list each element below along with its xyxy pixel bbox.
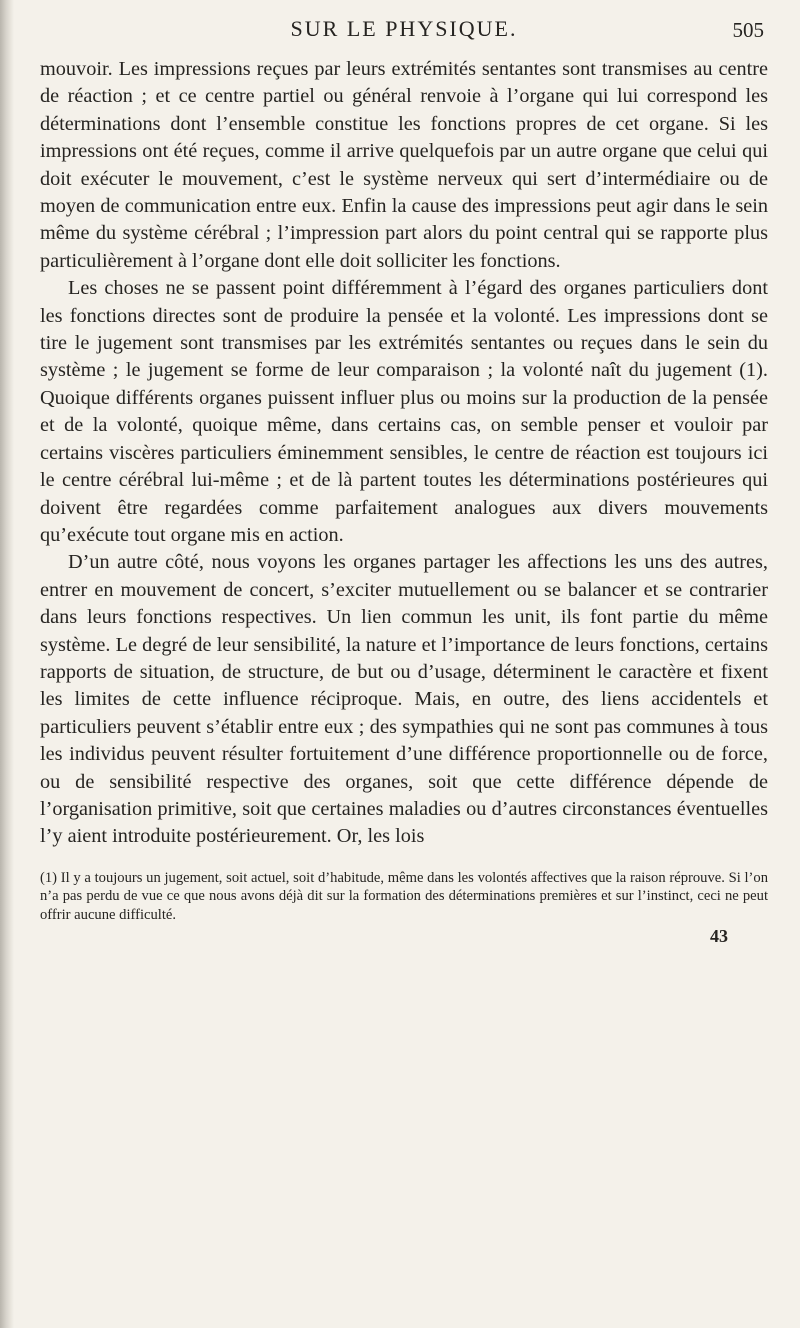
binding-shadow [0,0,14,1328]
running-head [40,16,768,56]
paragraph-2: Les choses ne se passent point différemment à l’égard des organes particuliers dont les fonctions directes sont de produire la pensée et la volonté. Les impressions dont se tire le jugement sont transmises par les extrémités sentantes ou reçues dans le sein du système ; le jugement se forme de leur comparaison ; la volonté naît du jugement (1). Quoique différents organes puissent influer plus ou moins sur la production de la pensée et de la volonté, quoique même, dans certains cas, on semble penser et vouloir par certains viscères particuliers éminemment sensibles, le centre de réaction est toujours ici le centre cérébral lui-même ; et de là partent toutes les déterminations postérieures qui doivent être regardées comme parfaitement analogues aux divers mouvements qu’exécute tout organe mis en action. [40,277,768,546]
book-page [40,16,768,1316]
footnotes [40,869,768,925]
paragraph-3: D’un autre côté, nous voyons les organes partager les affections les uns des autres, entrer en mouvement de concert, s’exciter mutuellement ou se balancer et se contrarier dans leurs fonctions respectives. Un lien commun les unit, ils font partie du même système. Le degré de leur sensibilité, la nature et l’importance de leurs fonctions, certains rapports de situation, de structure, de but ou d’usage, déterminent le caractère et fixent les limites de cette influence réciproque. Mais, en outre, des liens accidentels et particuliers peuvent s’établir entre eux ; des sympathies qui ne sont pas communes à tous les individus peuvent résulter fortuitement d’une différence proportionnelle ou de force, ou de sensibilité respective des organes, soit que cette différence dépende de l’organisation primitive, soit que certaines maladies ou d’autres circonstances éventuelles l’y aient introduite postérieurement. Or, les lois [40,551,768,848]
footnote-1: (1) Il y a toujours un jugement, soit actuel, soit d’habitude, même dans les volontés affectives que la raison réprouve. Si l’on n’a pas perdu de vue ce que nous avons déjà dit sur la formation des déterminations premières et sur l’instinct, ceci ne peut offrir aucune difficulté. [40,869,768,923]
signature-mark: 43 [710,926,728,947]
paragraph-1: mouvoir. Les impressions reçues par leurs extrémités sentantes sont transmises au centre de réaction ; et ce centre partiel ou général renvoie à l’organe qui lui correspond les déterminations dont l’ensemble constitue les fonctions propres de cet organe. Si les impressions ont été reçues, comme il arrive quelquefois par un autre organe que celui qui doit exécuter le mouvement, c’est le système nerveux qui sert d’intermédiaire ou de moyen de communication entre eux. Enfin la cause des impressions peut agir dans le sein même du système cérébral ; l’impression part alors du point central qui se rapporte plus particulièrement à l’organe dont elle doit solliciter les fonctions. [40,58,768,272]
page-number: 505 [732,18,764,42]
body-text [40,56,768,851]
running-title: SUR LE PHYSIQUE. [290,16,518,41]
